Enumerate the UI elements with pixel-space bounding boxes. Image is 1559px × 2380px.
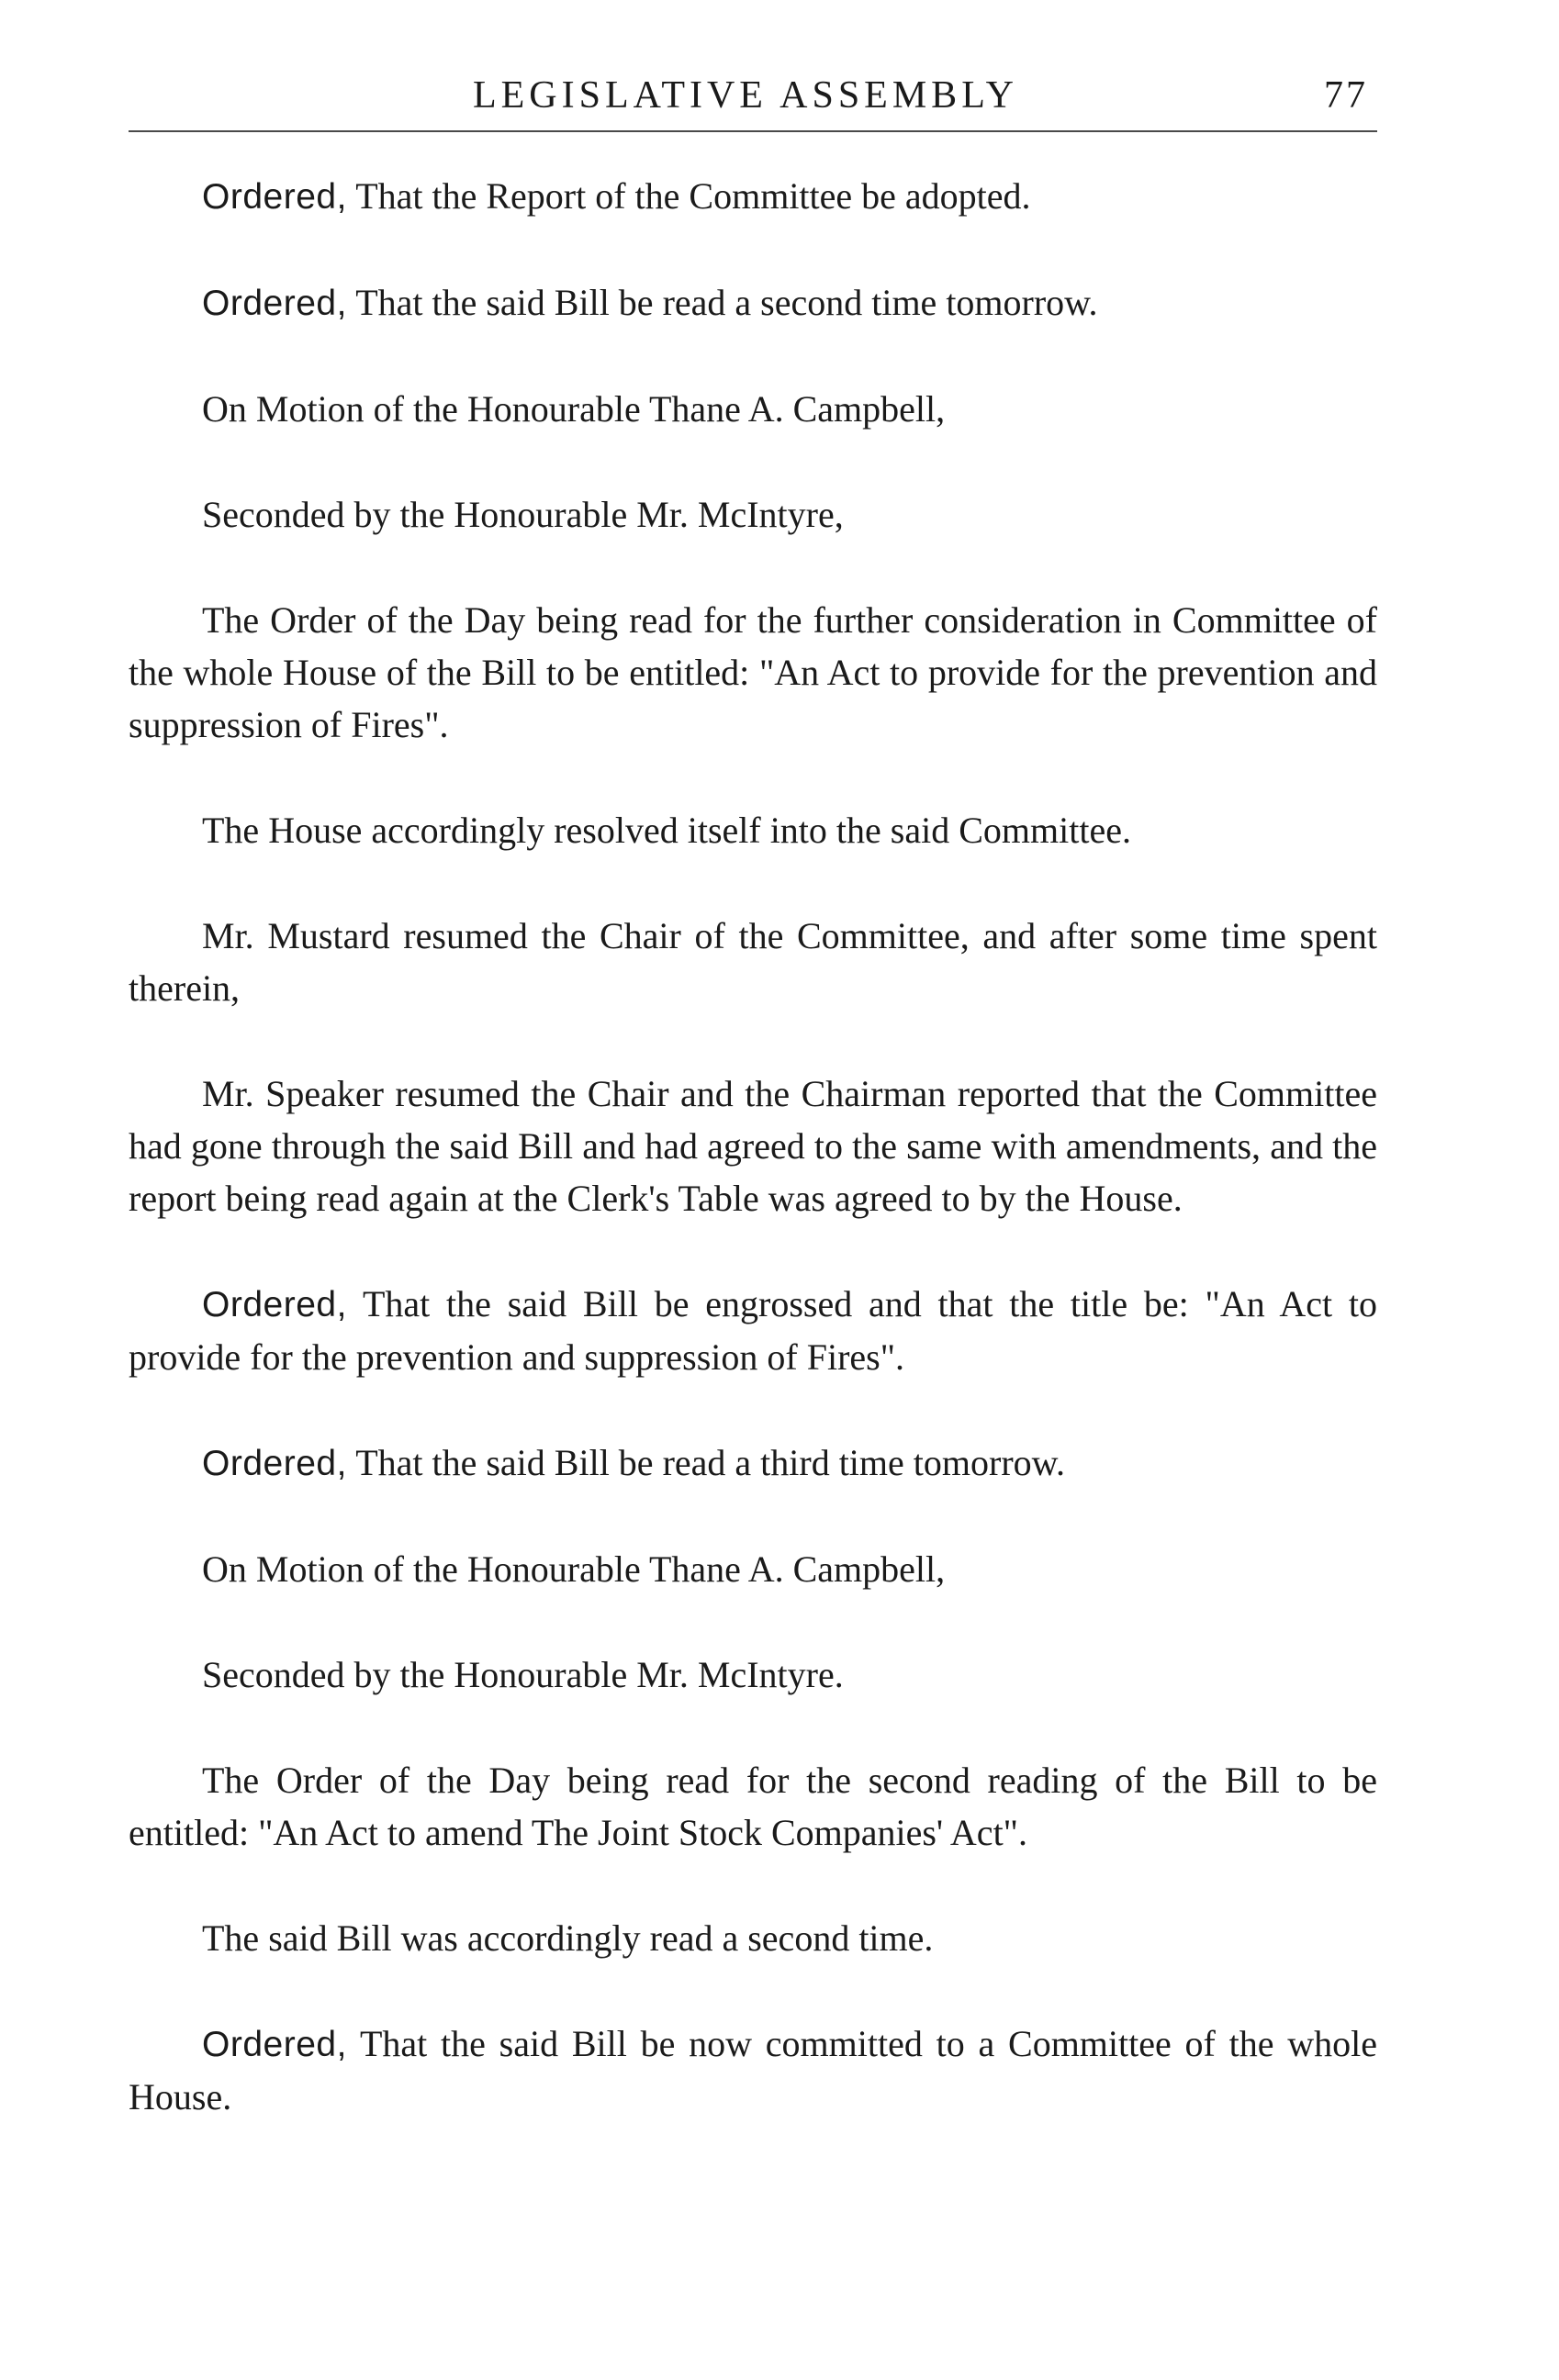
running-title: LEGISLATIVE ASSEMBLY (473, 74, 1018, 117)
paragraph-house-resolved (129, 804, 1377, 856)
paragraph-chair-resumed (129, 910, 1377, 1014)
header-rule (129, 130, 1377, 132)
paragraph-text: That the Report of the Committee be adopted. (355, 175, 1031, 217)
paragraph-lead: Ordered, (202, 177, 347, 217)
paragraph-seconded (129, 488, 1377, 541)
page-number: 77 (1324, 74, 1368, 117)
paragraph-text: That the said Bill be read a second time tomorrow. (355, 282, 1098, 323)
paragraph-text: On Motion of the Honourable Thane A. Campbell, (202, 1548, 946, 1590)
paragraph-ordered-third-reading (129, 1436, 1377, 1490)
paragraph-text: Seconded by the Honourable Mr. McIntyre, (202, 494, 844, 535)
paragraph-motion (129, 383, 1377, 435)
paragraph-text: Mr. Mustard resumed the Chair of the Committee, and after some time spent therein, (129, 915, 1377, 1009)
paragraph-lead: Ordered, (202, 2025, 347, 2064)
paragraph-lead: Ordered, (202, 1285, 347, 1324)
paragraph-order-of-day-2 (129, 1754, 1377, 1859)
paragraph-text: The Order of the Day being read for the further consideration in Committee of the whole House of the Bill to be entitled: "An Act to provide for the prevention and suppression of Fires". (129, 599, 1377, 745)
paragraph-seconded-2 (129, 1648, 1377, 1701)
paragraph-text: Seconded by the Honourable Mr. McIntyre. (202, 1654, 844, 1695)
paragraph-speaker-report (129, 1067, 1377, 1224)
paragraph-text: The Order of the Day being read for the second reading of the Bill to be entitled: "An Act to amend The Joint Stock Companies' Act". (129, 1760, 1377, 1853)
paragraph-lead: Ordered, (202, 1444, 347, 1483)
paragraph-motion-2 (129, 1543, 1377, 1595)
paragraph-lead: Ordered, (202, 284, 347, 323)
paragraph-text: The House accordingly resolved itself into the said Committee. (202, 810, 1131, 851)
paragraph-ordered-report (129, 170, 1377, 223)
paragraph-ordered-committed (129, 2017, 1377, 2123)
paragraph-text: Mr. Speaker resumed the Chair and the Chairman reported that the Committee had gone through the said Bill and had agreed to the same with amendments, and the report being read again at the Clerk's Table was agreed to by the House. (129, 1073, 1377, 1219)
paragraph-ordered-engrossed (129, 1278, 1377, 1383)
paragraph-ordered-second-reading (129, 276, 1377, 330)
paragraph-text: That the said Bill be engrossed and that the title be: "An Act to provide for the prevention and suppression of Fires". (129, 1283, 1377, 1378)
page-body (129, 170, 1377, 2176)
paragraph-text: On Motion of the Honourable Thane A. Campbell, (202, 388, 946, 430)
paragraph-text: The said Bill was accordingly read a second time. (202, 1917, 934, 1959)
paragraph-second-time (129, 1912, 1377, 1964)
paragraph-text: That the said Bill be read a third time tomorrow. (355, 1442, 1065, 1483)
page-header (129, 73, 1377, 132)
paragraph-order-of-day (129, 594, 1377, 751)
paragraph-text: That the said Bill be now committed to a Committee of the whole House. (129, 2023, 1377, 2117)
